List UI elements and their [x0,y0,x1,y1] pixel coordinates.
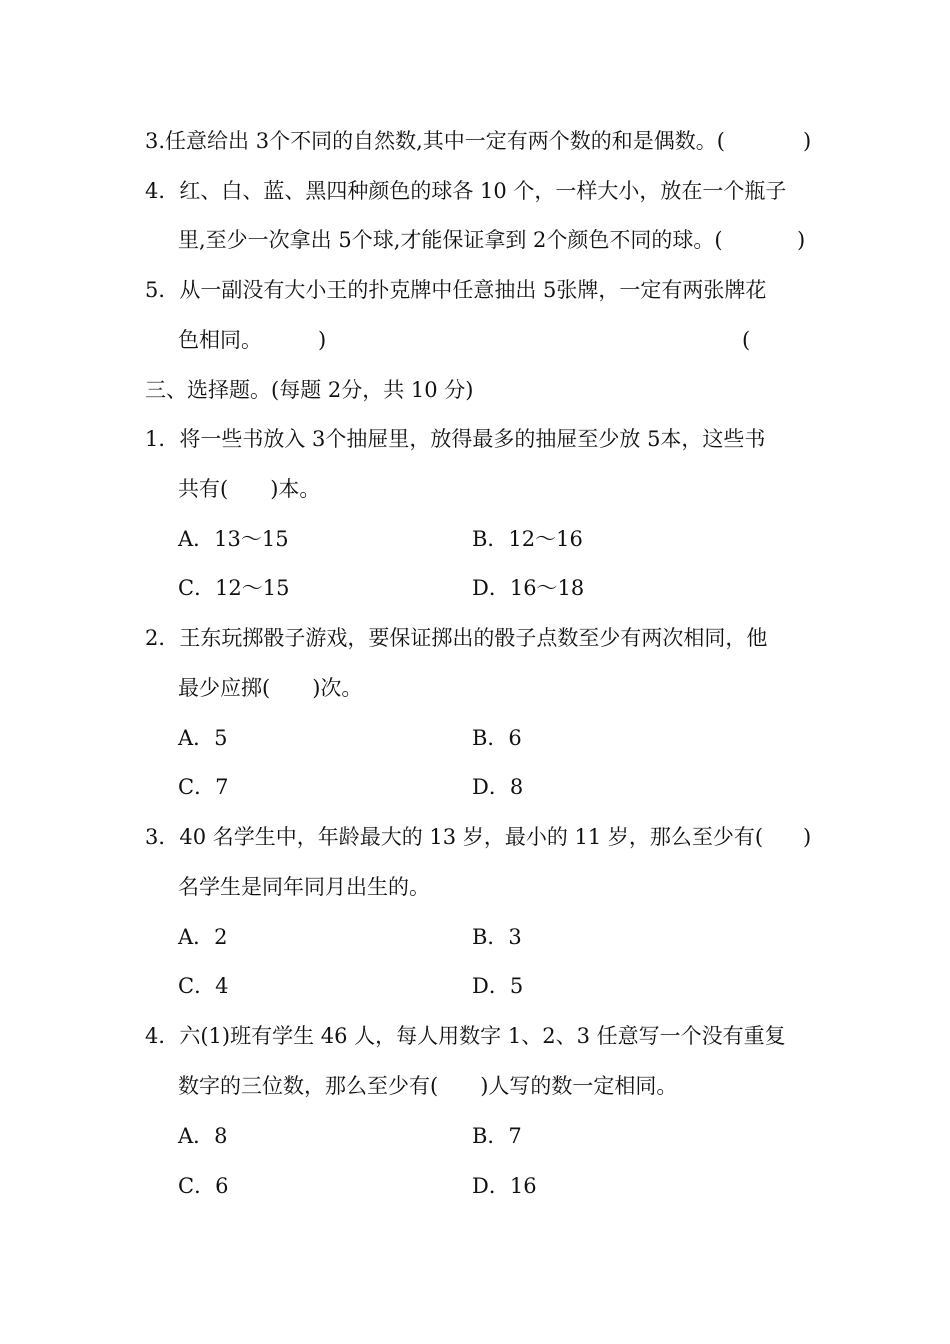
judgment-q5-answer-paren[interactable]: ( [742,328,751,352]
choice-q3-line2: 名学生是同年同月出生的。 [178,875,430,899]
choice-q4-option-d[interactable]: D．16 [472,1174,537,1198]
choice-q2-line1: 2．王东玩掷骰子游戏，要保证掷出的骰子点数至少有两次相同，他 [145,626,768,650]
choice-q2-line2: 最少应掷( )次。 [178,676,363,700]
choice-q1-option-b[interactable]: B．12～16 [472,527,583,551]
judgment-q5-line2: 色相同。 [178,328,262,352]
judgment-q4-line2: 里,至少一次拿出 5个球,才能保证拿到 2个颜色不同的球。( [178,228,723,252]
section-title: 三、选择题。(每题 2分，共 10 分) [145,378,474,402]
choice-q3-option-a[interactable]: A．2 [178,925,228,949]
choice-q1-option-a[interactable]: A．13～15 [178,527,289,551]
choice-q3-answer-paren[interactable]: ) [803,825,812,849]
judgment-q5-line1: 5．从一副没有大小王的扑克牌中任意抽出 5张牌，一定有两张牌花 [145,278,767,302]
choice-q2-option-a[interactable]: A．5 [178,726,228,750]
choice-q3-line1: 3．40 名学生中，年龄最大的 13 岁，最小的 11 岁，那么至少有( [145,825,764,849]
choice-q1-line2: 共有( )本。 [178,477,321,501]
judgment-q3-answer-paren[interactable]: ) [803,129,812,153]
choice-q3-option-d[interactable]: D．5 [472,974,524,998]
choice-q3-option-c[interactable]: C．4 [178,974,229,998]
choice-q2-option-b[interactable]: B．6 [472,726,522,750]
choice-q4-option-c[interactable]: C．6 [178,1174,229,1198]
judgment-q4-line1: 4．红、白、蓝、黑四种颜色的球各 10 个，一样大小，放在一个瓶子 [145,179,787,203]
choice-q4-line1: 4．六(1)班有学生 46 人，每人用数字 1、2、3 任意写一个没有重复 [145,1024,786,1048]
judgment-q3-text: 3.任意给出 3个不同的自然数,其中一定有两个数的和是偶数。( [145,129,725,153]
choice-q3-option-b[interactable]: B．3 [472,925,522,949]
choice-q2-option-c[interactable]: C．7 [178,775,229,799]
choice-q2-option-d[interactable]: D．8 [472,775,524,799]
choice-q4-line2: 数字的三位数，那么至少有( )人写的数一定相同。 [178,1074,678,1098]
choice-q1-line1: 1．将一些书放入 3个抽屉里，放得最多的抽屉至少放 5本，这些书 [145,427,766,451]
choice-q4-option-a[interactable]: A．8 [178,1124,228,1148]
choice-q4-option-b[interactable]: B．7 [472,1124,522,1148]
choice-q1-option-c[interactable]: C．12～15 [178,576,290,600]
choice-q1-option-d[interactable]: D．16～18 [472,576,585,600]
judgment-q5-close-paren: ) [318,328,327,352]
judgment-q4-answer-paren[interactable]: ) [797,228,806,252]
